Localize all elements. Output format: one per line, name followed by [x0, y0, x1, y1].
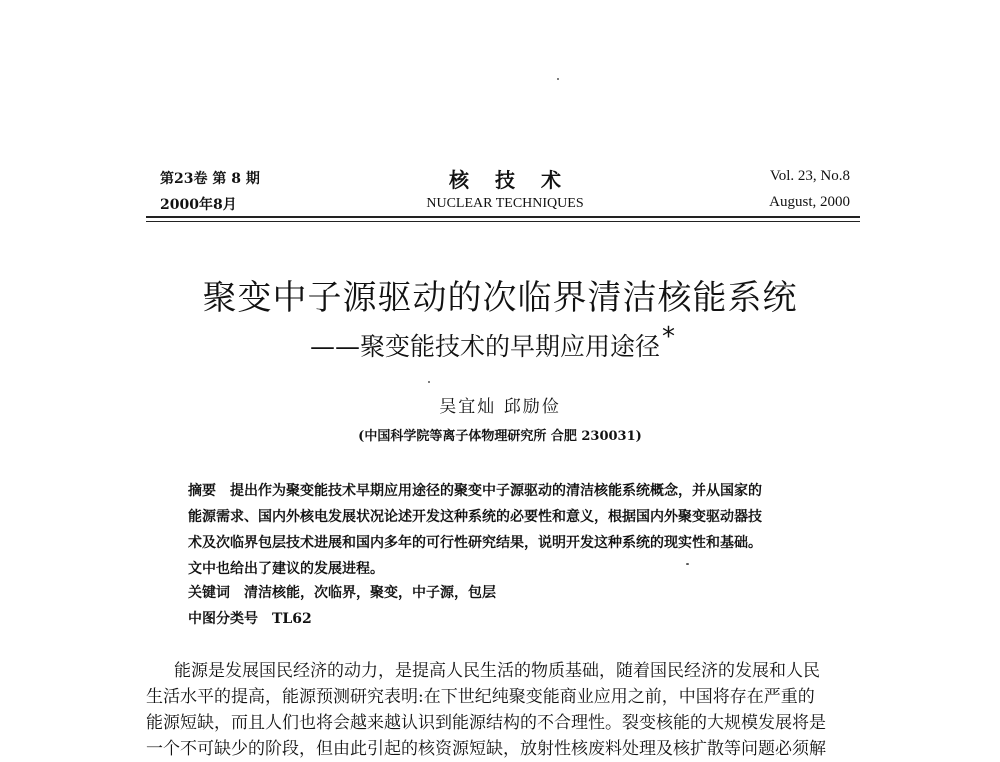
abstract-line: 文中也给出了建议的发展进程。: [188, 561, 384, 577]
footnote-mark: *: [662, 322, 676, 352]
scan-speck: [686, 563, 689, 565]
header-row-2: [160, 194, 850, 216]
keywords: [188, 582, 496, 602]
paper-subtitle: [310, 322, 675, 363]
classification-number: [188, 608, 312, 628]
scan-speck: [557, 78, 559, 80]
journal-name-cn: 核技术: [449, 168, 587, 192]
volume-issue-cn: 第23卷 第 8 期: [160, 171, 260, 187]
date-en: August, 2000: [769, 194, 850, 210]
subtitle-text: ——聚变能技术的早期应用途径: [310, 332, 661, 361]
body-line: 能源是发展国民经济的动力，是提高人民生活的物质基础，随着国民经济的发展和人民: [174, 661, 820, 681]
date-cn: 2000年8月: [160, 197, 237, 213]
body-line: 一个不可缺少的阶段，但由此引起的核资源短缺，放射性核废料处理及核扩散等问题必须解: [146, 739, 826, 759]
journal-name-en: NUCLEAR TECHNIQUES: [426, 196, 584, 211]
abstract-line: 能源需求、国内外核电发展状况论述开发这种系统的必要性和意义，根据国内外聚变驱动器技: [188, 509, 762, 525]
classification-label: 中图分类号: [188, 611, 258, 627]
abstract-line: 术及次临界包层技术进展和国内多年的可行性研究结果，说明开发这种系统的现实性和基础。: [188, 535, 762, 551]
header-rule-thick: [146, 216, 860, 218]
header-rule-thin: [146, 221, 860, 222]
volume-issue-en: Vol. 23, No.8: [769, 168, 850, 184]
keywords-label: 关键词: [188, 585, 230, 601]
abstract-line: [188, 478, 828, 504]
authors: 吴宜灿 邱励俭: [439, 397, 561, 417]
keywords-value: 清洁核能，次临界，聚变，中子源，包层: [244, 585, 496, 601]
journal-header: [160, 168, 850, 218]
body-line: 生活水平的提高，能源预测研究表明:在下世纪纯聚变能商业应用之前，中国将存在严重的: [146, 687, 815, 707]
classification-value: TL62: [272, 611, 312, 627]
header-row-1: [160, 168, 850, 190]
abstract-text: 提出作为聚变能技术早期应用途径的聚变中子源驱动的清洁核能系统概念，并从国家的: [230, 483, 762, 499]
body-text: [146, 658, 860, 762]
scan-speck: [428, 381, 430, 383]
body-line: 能源短缺，而且人们也将会越来越认识到能源结构的不合理性。裂变核能的大规模发展将是: [146, 713, 826, 733]
paper-title: 聚变中子源驱动的次临界清洁核能系统: [202, 278, 798, 318]
abstract-label: 摘要: [188, 483, 216, 499]
affiliation: (中国科学院等离子体物理研究所 合肥 230031): [358, 429, 642, 444]
abstract: [188, 478, 828, 582]
